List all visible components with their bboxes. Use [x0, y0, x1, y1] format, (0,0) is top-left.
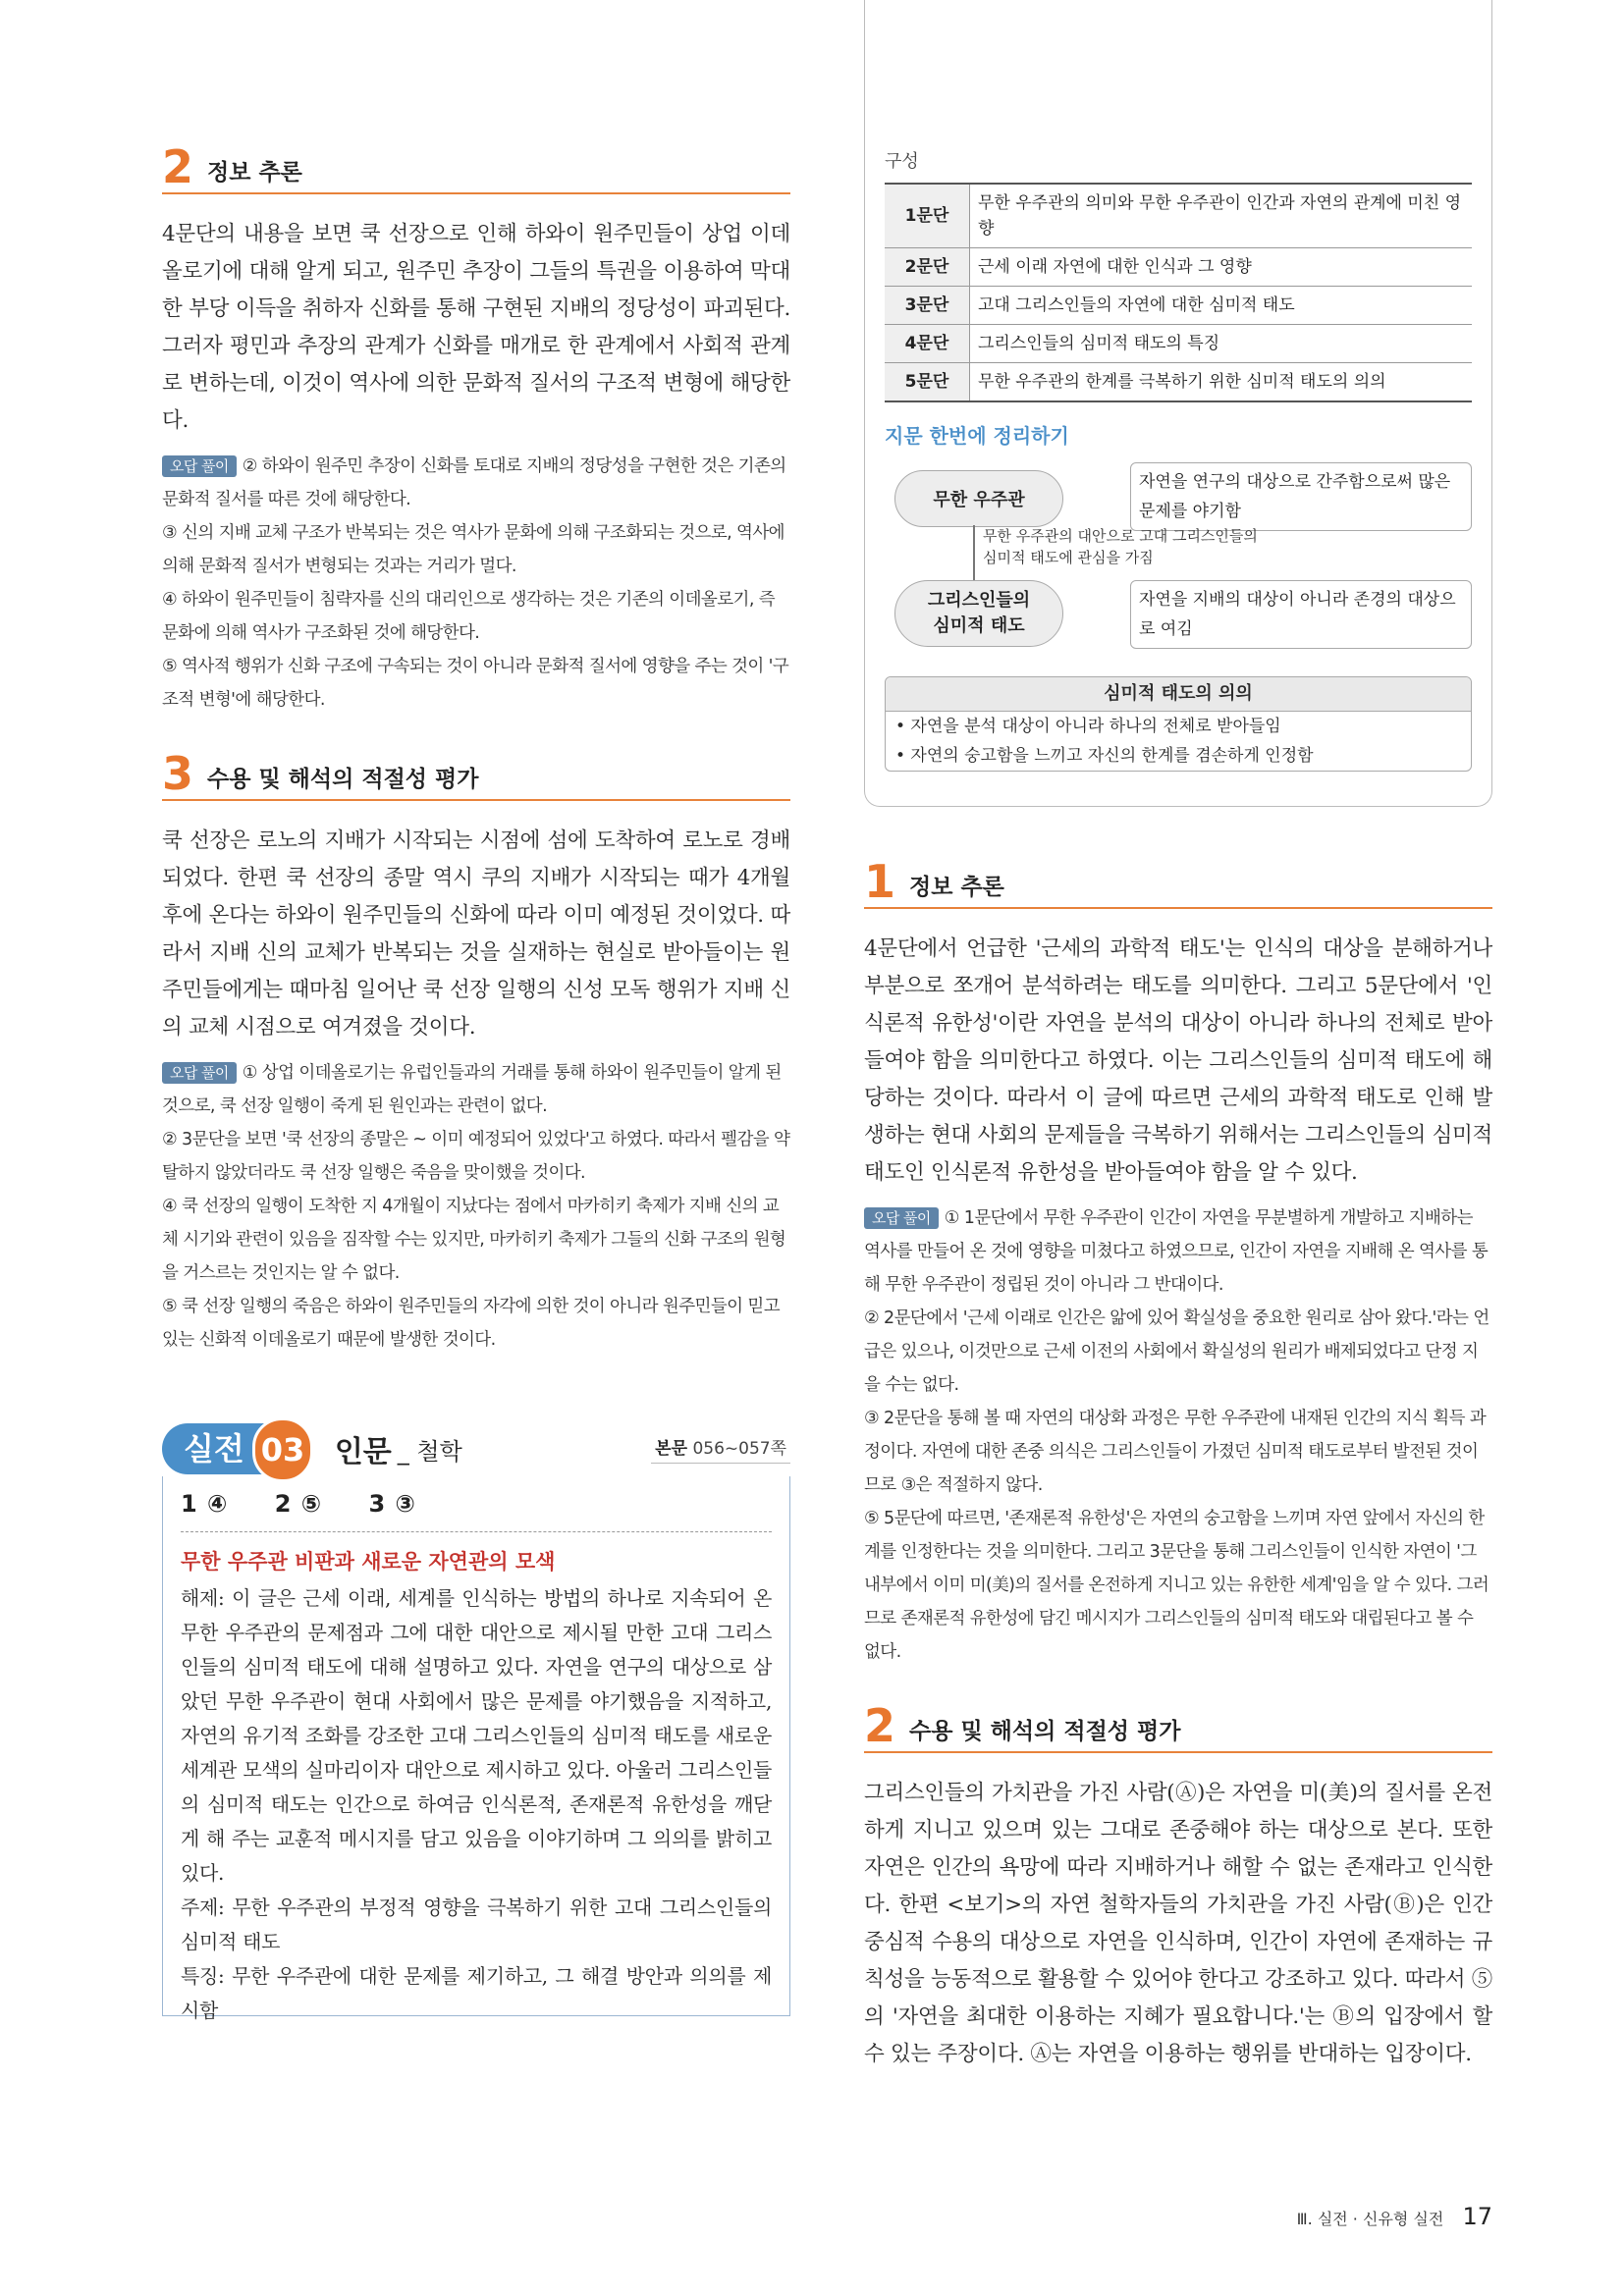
page-number: 17	[1462, 2203, 1492, 2230]
explanation-item: ③ 2문단을 통해 볼 때 자연의 대상화 과정은 무한 우주관에 내재된 인간의 지식 획득 과정이다. 자연에 대한 존중 의식은 그리스인들이 가졌던 심미적 태도로부터 발전된 것이므로 ③은 적절하지 않다.	[864, 1409, 1487, 1495]
section-2-heading	[162, 140, 790, 194]
section-body: 4문단의 내용을 보면 쿡 선장으로 인해 하와이 원주민들이 상업 이데올로기에 대해 알게 되고, 원주민 추장이 그들의 특권을 이용하여 막대한 부당 이득을 취하자 신화를 통해 구현된 지배의 정당성이 파괴된다. 그러자 평민과 추장의 관계가 신화를 매개로 한 관계에서 사회적 관계로 변하는데, 이것이 역사에 의한 문화적 질서의 구조적 변형에 해당한다.	[162, 222, 790, 433]
structure-table	[885, 183, 1472, 402]
section-2-heading	[864, 1699, 1492, 1753]
section-number: 1	[864, 855, 896, 908]
footer-section: Ⅲ. 실전 · 신유형 실전	[1296, 2210, 1444, 2228]
explanation-item: ⑤ 역사적 행위가 신화 구조에 구속되는 것이 아니라 문화적 질서에 영향을 주는 것이 '구조적 변형'에 해당한다.	[162, 657, 789, 710]
wrong-answer-badge: 오답 풀이	[864, 1207, 939, 1229]
concept-diagram	[885, 460, 1472, 784]
topic-theme: 주제: 무한 우주관의 부정적 영향을 극복하기 위한 고대 그리스인들의 심미적 태도	[181, 1896, 772, 1953]
node-desc: 자연을 연구의 대상으로 간주함으로써 많은 문제를 야기함	[1130, 462, 1472, 531]
table-row: 2문단 근세 이래 자연에 대한 인식과 그 영향	[885, 248, 1472, 287]
section-1-heading	[864, 855, 1492, 909]
explanation-item: 오답 풀이 ① 1문단에서 무한 우주관이 인간이 자연을 무분별하게 개발하고 지배하는 역사를 만들어 온 것에 영향을 미쳤다고 하였으므로, 인간이 자연을 지배해 온 역사를 통해 무한 우주관이 정립된 것이 아니라 그 반대이다.	[864, 1208, 1489, 1295]
explanation-item: ② 3문단을 보면 '쿡 선장의 종말은 ~ 이미 예정되어 있었다'고 하였다. 따라서 펠감을 약탈하지 않았더라도 쿡 선장 일행은 죽음을 맞이했을 것이다.	[162, 1130, 790, 1183]
section-title: 정보 추론	[207, 160, 302, 186]
section-number: 2	[162, 140, 194, 193]
summary-title: 지문 한번에 정리하기	[885, 424, 1069, 448]
section-title: 수용 및 해석의 적절성 평가	[909, 1719, 1181, 1744]
answer-key	[181, 1490, 772, 1518]
practice-subcategory: _ 철학	[397, 1437, 462, 1466]
summary-box	[864, 0, 1492, 807]
practice-content	[162, 1476, 790, 2022]
explanation-item: ④ 하와이 원주민들이 침략자를 신의 대리인으로 생각하는 것은 기존의 이데올로기, 즉 문화에 의해 역사가 구조화된 것에 해당한다.	[162, 590, 776, 643]
explanation-item: ⑤ 5문단에 따르면, '존재론적 유한성'은 자연의 숭고함을 느끼며 자연 앞에서 자신의 한계를 인정한다는 것을 의미한다. 그리고 3문단을 통해 그리스인들이 인식한 자연이 '그 내부에서 이미 미(美)의 질서를 온전하게 지니고 있는 유한한 세계'임을 알 수 있다. 그러므로 존재론적 유한성에 담긴 메시지가 그리스인들의 심미적 태도와 대립된다고 볼 수 없다.	[864, 1509, 1489, 1662]
right-column	[864, 147, 1492, 2083]
arrow-note: 무한 우주관의 대안으로 고대 그리스인들의 심미적 태도에 관심을 가짐	[983, 527, 1258, 566]
section-body: 그리스인들의 가치관을 가진 사람(Ⓐ)은 자연을 미(美)의 질서를 온전하게 지니고 있으며 있는 그대로 존중해야 하는 대상으로 본다. 또한 자연은 인간의 욕망에 따라 지배하거나 해할 수 없는 존재라고 인식한다. 한편 <보기>의 자연 철학자들의 가치관을 가진 사람(Ⓑ)은 인간 중심적 수용의 대상으로 자연을 인식하며, 인간이 자연에 존재하는 규칙성을 능동적으로 활용할 수 있어야 한다고 강조하고 있다. 따라서 ⑤의 '자연을 최대한 이용하는 지혜가 필요합니다.'는 Ⓑ의 입장에서 할 수 있는 주장이다. Ⓐ는 자연을 이용하는 행위를 반대하는 입장이다.	[864, 1781, 1492, 2066]
table-row: 3문단 고대 그리스인들의 자연에 대한 심미적 태도	[885, 287, 1472, 325]
practice-tag: 실전	[162, 1423, 284, 1474]
section-title: 정보 추론	[909, 875, 1004, 900]
section-number: 2	[864, 1699, 896, 1752]
section-3-heading	[162, 747, 790, 801]
answer-item: 1 ④	[181, 1490, 228, 1518]
topic-title: 무한 우주관 비판과 새로운 자연관의 모색	[181, 1550, 556, 1574]
wrong-answer-badge: 오답 풀이	[162, 1062, 237, 1084]
page-footer	[1297, 2203, 1492, 2230]
explanation-item: 오답 풀이 ② 하와이 원주민 추장이 신화를 토대로 지배의 정당성을 구현한 것은 기존의 문화적 질서를 따른 것에 해당한다.	[162, 456, 786, 509]
wrong-answer-badge: 오답 풀이	[162, 455, 237, 477]
down-arrow	[973, 525, 975, 580]
practice-block	[162, 1421, 790, 2022]
list-item: • 자연을 분석 대상이 아니라 하나의 전체로 받아들임	[895, 717, 1281, 736]
source-pages: 본문 056~057쪽	[651, 1434, 790, 1464]
table-row: 1문단 무한 우주관의 의미와 무한 우주관이 인간과 자연의 관계에 미친 영향	[885, 184, 1472, 248]
list-item: • 자연의 숭고함을 느끼고 자신의 한계를 겸손하게 인정함	[895, 746, 1314, 766]
explanation-item: ③ 신의 지배 교체 구조가 반복되는 것은 역사가 문화에 의해 구조화되는 것으로, 역사에 의해 문화적 질서가 변형되는 것과는 거리가 멀다.	[162, 523, 785, 576]
answer-item: 2 ⑤	[274, 1490, 322, 1518]
answer-item: 3 ③	[368, 1490, 415, 1518]
structure-label: 구성	[885, 151, 919, 172]
section-body: 쿡 선장은 로노의 지배가 시작되는 시점에 섬에 도착하여 로노로 경배되었다. 한편 쿡 선장의 종말 역시 쿠의 지배가 시작되는 때가 4개월 후에 온다는 하와이 원주민들의 신화에 따라 이미 예정된 것이었다. 따라서 지배 신의 교체가 반복되는 것을 실재하는 현실로 받아들이는 원주민들에게는 때마침 일어난 쿡 선장 일행의 신성 모독 행위가 지배 신의 교체 시점으로 여겨졌을 것이다.	[162, 828, 790, 1040]
section-body: 4문단에서 언급한 '근세의 과학적 태도'는 인식의 대상을 분해하거나 부분으로 쪼개어 분석하려는 태도를 의미한다. 그리고 5문단에서 '인식론적 유한성'이란 자연을 분석의 대상이 아니라 하나의 전체로 받아들여야 함을 의미한다고 하였다. 이는 그리스인들의 심미적 태도에 해당하는 것이다. 따라서 이 글에 따르면 근세의 과학적 태도로 인해 발생하는 현대 사회의 문제들을 극복하기 위해서는 그리스인들의 심미적 태도인 인식론적 유한성을 받아들여야 함을 알 수 있다.	[864, 936, 1492, 1185]
explanation-item: ② 2문단에서 '근세 이래로 인간은 앎에 있어 확실성을 중요한 원리로 삼아 왔다.'라는 언급은 있으나, 이것만으로 근세 이전의 사회에서 확실성의 원리가 배제되었다고 단정 지을 수는 없다.	[864, 1308, 1489, 1395]
topic-feature: 특징: 무한 우주관에 대한 문제를 제기하고, 그 해결 방안과 의의를 제시함	[181, 1964, 772, 2022]
explanation-item: 오답 풀이 ① 상업 이데올로기는 유럽인들과의 거래를 통해 하와이 원주민들이 알게 된 것으로, 쿡 선장 일행이 죽게 된 원인과는 관련이 없다.	[162, 1063, 782, 1116]
section-title: 수용 및 해석의 적절성 평가	[207, 767, 479, 792]
node-infinite-universe: 무한 우주관	[894, 470, 1063, 527]
node-desc: 자연을 지배의 대상이 아니라 존경의 대상으로 여김	[1130, 580, 1472, 649]
practice-header	[162, 1421, 790, 1476]
explanation-item: ⑤ 쿡 선장 일행의 죽음은 하와이 원주민들의 자각에 의한 것이 아니라 원주민들이 믿고 있는 신화적 이데올로기 때문에 발생한 것이다.	[162, 1297, 781, 1350]
practice-category: 인문	[334, 1435, 392, 1469]
left-column	[162, 140, 790, 2022]
explanation-item: ④ 쿡 선장의 일행이 도착한 지 4개월이 지났다는 점에서 마카히키 축제가 지배 신의 교체 시기와 관련이 있음을 짐작할 수는 있지만, 마카히키 축제가 그들의 신화 구조의 원형을 거스르는 것인지는 알 수 없다.	[162, 1197, 786, 1283]
divider	[181, 1531, 772, 1532]
topic-summary: 해제: 이 글은 근세 이래, 세계를 인식하는 방법의 하나로 지속되어 온 무한 우주관의 문제점과 그에 대한 대안으로 제시될 만한 고대 그리스인들의 심미적 태도에 대해 설명하고 있다. 자연을 연구의 대상으로 삼았던 무한 우주관이 현대 사회에서 많은 문제를 야기했음을 지적하고, 자연의 유기적 조화를 강조한 고대 그리스인들의 심미적 태도를 새로운 세계관 모색의 실마리이자 대안으로 제시하고 있다. 아울러 그리스인들의 심미적 태도는 인간으로 하여금 인식론적, 존재론적 유한성을 깨닫게 해 주는 교훈적 메시지를 담고 있음을 이야기하며 그 의의를 밝히고 있다.	[181, 1586, 772, 1885]
practice-number-badge: 03	[252, 1417, 313, 1482]
table-row: 4문단 그리스인들의 심미적 태도의 특징	[885, 325, 1472, 363]
meaning-box	[885, 676, 1472, 772]
meaning-title: 심미적 태도의 의의	[886, 677, 1471, 712]
section-number: 3	[162, 747, 194, 800]
node-greek-aesthetic: 그리스인들의 심미적 태도	[894, 580, 1063, 647]
table-row: 5문단 무한 우주관의 한계를 극복하기 위한 심미적 태도의 의의	[885, 363, 1472, 402]
